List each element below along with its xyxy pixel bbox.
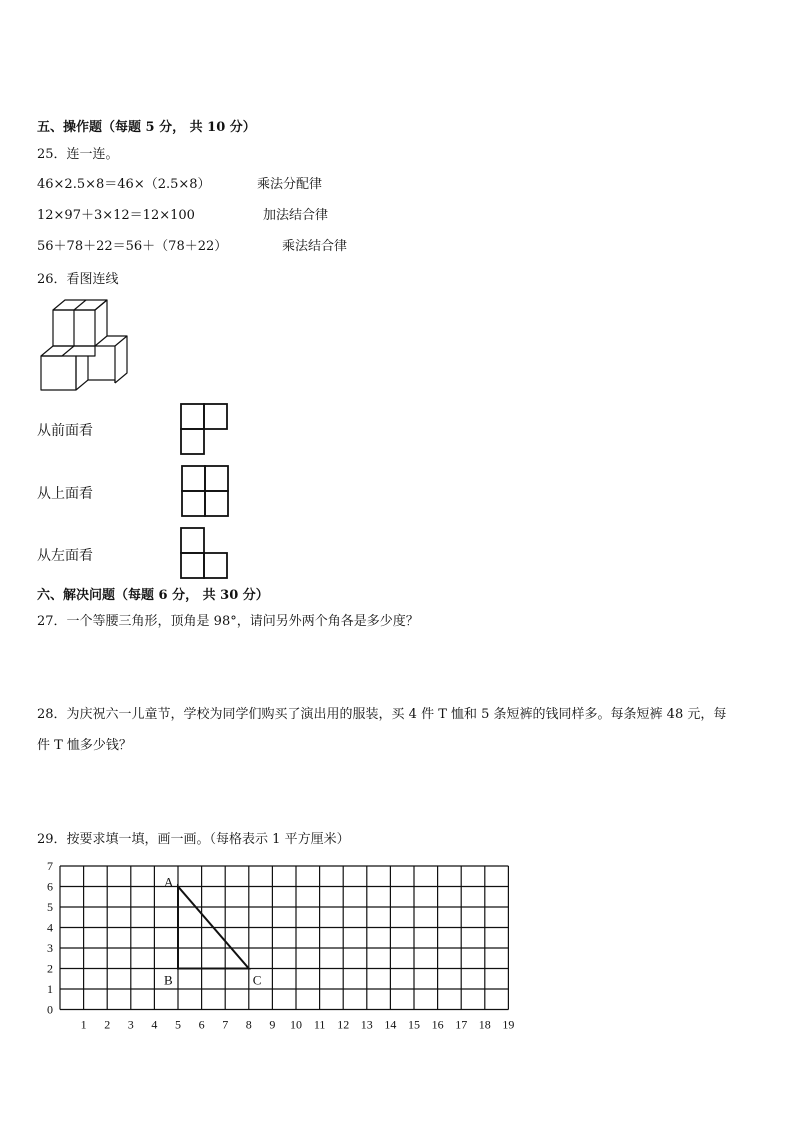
y-tick-label: 7 (47, 859, 53, 873)
x-tick-label: 13 (360, 1017, 373, 1032)
point-label-b: B (164, 972, 173, 988)
x-tick-label: 16 (431, 1017, 444, 1032)
x-tick-label: 15 (408, 1017, 420, 1032)
q25-left-2: 12×97＋3×12＝12×100 (37, 208, 195, 223)
x-tick-label: 18 (478, 1017, 491, 1032)
point-label-a: A (164, 874, 174, 890)
x-tick-label: 3 (127, 1017, 134, 1032)
q25-prompt: 25．连一连。 (37, 147, 119, 162)
view-label-top: 从上面看 (37, 486, 93, 502)
q25-left-3: 56＋78＋22＝56＋（78＋22） (37, 239, 228, 254)
x-tick-label: 19 (502, 1017, 515, 1032)
q28-text-line2: 件 T 恤多少钱？ (37, 738, 132, 753)
view-label-front: 从前面看 (37, 423, 93, 439)
y-tick-label: 2 (47, 961, 53, 976)
q25-right-2: 加法结合律 (263, 208, 329, 223)
y-tick-label: 1 (47, 982, 53, 996)
section5-title: 五、操作题（每题 5 分， 共 10 分） (37, 120, 256, 135)
point-label-c: C (252, 972, 262, 988)
q28-text-line1: 28．为庆祝六一儿童节，学校为同学们购买了演出用的服装，买 4 件 T 恤和 5 条短裤的钱同样多。每条短裤 48 元，每 (37, 707, 727, 722)
q27-text: 27．一个等腰三角形，顶角是 98°，请问另外两个角各是多少度？ (37, 614, 419, 629)
q25-right-1: 乘法分配律 (257, 177, 323, 192)
x-tick-label: 6 (198, 1017, 205, 1032)
y-tick-label: 4 (47, 920, 53, 935)
q25-right-3: 乘法结合律 (282, 239, 348, 254)
y-tick-label: 5 (47, 900, 53, 914)
q29-text: 29．按要求填一填，画一画。（每格表示 1 平方厘米） (37, 832, 350, 847)
x-tick-label: 5 (175, 1017, 181, 1032)
y-tick-label: 0 (47, 1002, 53, 1017)
q25-left-1: 46×2.5×8＝46×（2.5×8） (37, 177, 211, 192)
x-tick-label: 11 (313, 1017, 326, 1032)
y-tick-label: 6 (47, 879, 53, 894)
x-tick-label: 2 (104, 1017, 111, 1032)
x-tick-label: 17 (455, 1017, 468, 1032)
x-tick-label: 9 (269, 1017, 276, 1032)
x-tick-label: 12 (337, 1017, 350, 1032)
x-tick-label: 4 (151, 1017, 158, 1032)
section6-title: 六、解决问题（每题 6 分， 共 30 分） (37, 588, 269, 603)
x-tick-label: 10 (290, 1017, 302, 1032)
x-tick-label: 7 (222, 1017, 229, 1032)
x-tick-label: 8 (245, 1017, 252, 1032)
x-tick-label: 14 (384, 1017, 397, 1032)
x-tick-label: 1 (80, 1017, 87, 1032)
view-label-left: 从左面看 (37, 548, 93, 564)
y-tick-label: 3 (47, 941, 53, 955)
q26-prompt: 26．看图连线 (37, 272, 119, 287)
